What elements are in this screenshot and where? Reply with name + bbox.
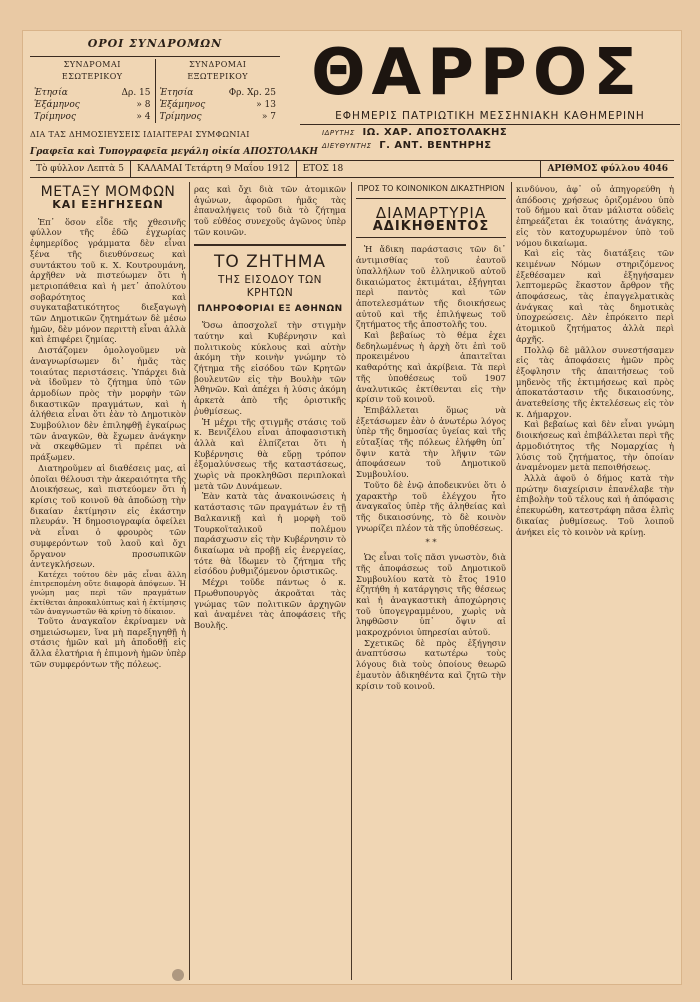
article-column-3 bbox=[356, 184, 506, 979]
article-column-2 bbox=[194, 184, 346, 979]
domestic-rates-head: ΣΥΝΔΡΟΜΑΙ ΕΣΩΤΕΡΙΚΟΥ bbox=[61, 60, 123, 81]
article-column-4 bbox=[516, 184, 674, 979]
article-paragraph: Ἀλλὰ ἀφοῦ ὁ δήμος κατὰ τὴν πρώτην διαχείρισιν ἐπανέλαβε τὴν ἐπιβολὴν τοῦ τέλους καὶ ἡ ἀπόφασις ἐπεκυρώθη, κατεστράφη πᾶσα ἐλπὶς δικαίας ῥυθμίσεως. Τοῦ λοιποῦ ἀνήκει εἰς τὸ κοινὸν νὰ κρίνῃ. bbox=[516, 472, 674, 537]
article-paragraph: Καὶ βεβαίως καὶ δὲν εἶναι γνώμη διοικήσεως καὶ ἐπιβάλλεται περὶ τῆς ἀρμοδιότητος τῆς Νομαρχίας ἡ λύσις τοῦ ζητήματος, τὴν ὁποίαν ἀναμένομεν μετὰ πεποιθήσεως. bbox=[516, 419, 674, 473]
article-paragraph: Ἡ μέχρι τῆς στιγμῆς στάσις τοῦ κ. Βενιζέλου εἶναι ἀποφασιστικὴ ἀλλὰ καὶ ἐλπίζεται ὅτι ἡ Κυβέρνησις θὰ εὕρῃ τρόπον ἐξομαλύνσεως τῆς καταστάσεως, χωρὶς νὰ προκληθῶσι περιπλοκαὶ μετὰ τῶν Δυνάμεων. bbox=[194, 416, 346, 491]
section-divider: * * bbox=[425, 537, 437, 548]
article-paragraph: Ὅσω ἀποσχολεῖ τὴν στιγμὴν ταύτην καὶ Κυβέρνησιν καὶ πολιτικοὺς κύκλους καὶ αὐτὴν ἀκόμη τὴν κοινὴν γνώμην τὸ ζήτημα τῆς εἰσόδου τῶν Κρητῶν βουλευτῶν εἰς τὴν Βουλὴν τῶν Ἀθηνῶν. Καὶ ἀπέχει ἡ λύσις ἀκόμη ἀρκετὰ ἀπὸ τῆς ὁριστικῆς ῥυθμίσεως. bbox=[194, 320, 346, 416]
article-paragraph: Σχετικῶς δὲ πρὸς ἐξήγησιν ἀναπτύσσω κατωτέρω τοὺς λόγους διὰ τοὺς ὁποίους θεωρῶ ἐμαυτὸν ἀδικηθέντα καὶ ζητῶ τὴν κρίσιν τοῦ κοινοῦ. bbox=[356, 637, 506, 691]
dateline bbox=[30, 160, 674, 178]
newspaper-subtitle: ΕΦΗΜΕΡΙΣ ΠΑΤΡΙΩΤΙΚΗ ΜΕΣΣΗΝΙΑΚΗ ΚΑΘΗΜΕΡΙΝΗ bbox=[300, 110, 680, 125]
article-paragraph: Τοῦτο ἀναγκαῖον ἐκρίναμεν νὰ σημειώσωμεν, ἵνα μὴ παρεξηγηθῇ ἡ στάσις ἡμῶν καὶ μὴ ἀποδοθῇ εἰς ἄλλα ἐλατήρια ἡ ἐπιμονὴ ἡμῶν ὑπὲρ τῶν συμφερόντων τῆς πόλεως. bbox=[30, 615, 186, 669]
article-headline: ΔΙΑΜΑΡΤΥΡΙΑ bbox=[375, 203, 487, 222]
terms-title: ΟΡΟΙ ΣΥΝΔΡΟΜΩΝ bbox=[87, 37, 223, 50]
article-subheadline: ΑΔΙΚΗΘΕΝΤΟΣ bbox=[356, 222, 506, 239]
article-paragraph: Καὶ βεβαίως τὸ θέμα ἐχει δεδηλωμένως ἡ ἀρχὴ ὅτι ἐπὶ τοῦ προκειμένου ἀπαιτεῖται καθαρότης καὶ ἀκρίβεια. Τὰ περὶ τῆς ὑποθέσεως τοῦ 1907 ἀναλυτικῶς ἐκτίθενται εἰς τὴν κρίσιν τοῦ κοινοῦ. bbox=[356, 330, 506, 405]
newspaper-page bbox=[22, 30, 682, 985]
ink-spot bbox=[172, 969, 184, 981]
article-continuation: κινδύνου, ἀφ᾽ οὗ ἀπηγορεύθη ἡ ἀπόδοσις χρήσεως ὁριζομένου ὑπὸ τοῦ δήμου καὶ ὅταν μάλιστα οὐδεὶς ἐπηρεάζεται ἐκ τοιαύτης ἀνάγκης, εἰς τὸν κατοχυρωμένον ὑπὸ τοῦ νόμου δικαίωμα. bbox=[516, 184, 674, 248]
article-paragraph: Τοῦτο δὲ ἐνῷ ἀποδεικνύει ὅτι ὁ χαρακτὴρ τοῦ ἐλέγχου ἦτο ἀναγκαῖος ὑπὲρ τῆς ἀληθείας καὶ τῆς δικαιοσύνης, τὸ δὲ κοινὸν γνωρίζει πλέον τὰ τῆς ὑποθέσεως. bbox=[356, 479, 506, 533]
article-paragraph: Ἐὰν κατὰ τὰς ἀνακοινώσεις ἡ κατάστασις τῶν πραγμάτων ἐν τῇ Βαλκανικῇ καὶ ἡ μορφὴ τοῦ Τουρκοϊταλικοῦ πολέμου παράσχωσιν εἰς τὴν Κυβέρνησιν τὸ δικαίωμα νὰ προβῇ εἰς ἐνεργείας, τότε θὰ ἴδωμεν τὸ ζήτημα τῆς εἰσόδου ῥυθμιζόμενον ὁριστικῶς. bbox=[194, 491, 346, 577]
founder-label: ΙΔΡΥΤΗΣ bbox=[322, 129, 355, 137]
rate-row: Τρίμηνος » 7 bbox=[159, 112, 276, 122]
article-paragraph: Καὶ εἰς τὰς διατάξεις τῶν κειμένων Νόμων στηριζόμενος ἐξεθέσαμεν καὶ ἐξηγήσαμεν λεπτομερῶς ἕκαστον ἄρθρον τῆς ἀποφάσεως, τὰς ἐπαγγελματικὰς ἀνάγκας καὶ τὰς δημοτικὰς ὑποχρεώσεις. Δὲν ἐπρόκειτο περὶ ἀτομικοῦ ζητήματος ἀλλὰ περὶ ἀρχῆς. bbox=[516, 248, 674, 344]
article-paragraph: Κατέχει τούτου δὲν μᾶς εἶναι ἄλλη ἐπιτρεπομένη οὔτε διαφορὰ ἀπόψεων. Ἡ γνώμη μας περὶ τῶν πραγμάτων ἐκτίθεται ἀπροκαλύπτως καὶ ἡ ἐκτίμησις τῶν ἀναγνωστῶν θὰ κρίνῃ τὸ δίκαιον. bbox=[30, 569, 186, 616]
rate-row: Ἐτησία Δρ. 15 bbox=[34, 88, 151, 98]
issue-price: Τὸ φύλλον Λεπτὰ 5 bbox=[36, 164, 124, 174]
director-name: Γ. ΑΝΤ. ΒΕΝΤΗΡΗΣ bbox=[379, 140, 492, 151]
article-subheadline: ΚΑΙ ΕΞΗΓΗΣΕΩΝ bbox=[52, 198, 164, 211]
article-paragraph: Ἡ ἄδικη παράστασις τῶν δι᾽ ἀντιμισθίας τοῦ ἐαυτοῦ ὑπαλλήλων τοῦ ἐλληνικοῦ αὐτοῦ δικαιώματος ἐκτιμάται, ἐξήγηται περὶ παντὸς καὶ τῶν ἀποτελεσμάτων τῆς διοικήσεως αὐτοῦ καὶ τῆς ἐπιλήψεως τοῦ ζητήματος τῆς ἀποστολῆς του. bbox=[356, 244, 506, 330]
director-line bbox=[322, 140, 682, 151]
article-kicker: ΠΡΟΣ ΤΟ ΚΟΙΝΟΝΙΚΟΝ ΔΙΚΑΣΤΗΡΙΟΝ bbox=[356, 184, 506, 199]
article-continuation: ρας καὶ ὄχι διὰ τῶν ἀτομικῶν ἀγώνων, ἀφορῶσι ἡμᾶς τὰς ἐπαναλήψεις τοῦ διὰ τὸ ζήτημα τοῦ εὐθέος συνεχοῦς ἀγῶνος ὑπὲρ τῶν κοινῶν. bbox=[194, 184, 346, 237]
printing-note: Γραφεῖα καὶ Τυπογραφεῖα μεγάλη οἰκία ΑΠΟΣΤΟΛΑΚΗ bbox=[30, 147, 318, 157]
article-paragraph: Ἐπιβάλλεται ὅμως νὰ ἐξετάσωμεν ἐὰν ὁ ἀνωτέρω λόγος ὑπὲρ τῆς δημοσίας ὑγείας καὶ τῆς εὐταξίας τῆς πόλεως ἐλήφθη ὑπ᾽ ὄψιν κατὰ τὴν λῆψιν τῶν ἀποφάσεων τοῦ Δημοτικοῦ Συμβουλίου. bbox=[356, 404, 506, 480]
column-rule bbox=[351, 182, 352, 980]
article-paragraph: Ἐπ᾽ ὅσον εἶδε τῆς χθεσινῆς φύλλον τῆς ἐδῶ ἐγχωρίας ἐφημερίδος γράμματα δὲν εἶναι ξένα τῆς διευθύνσεως καὶ συντάκτου τοῦ κ. Χ. Κουτρουμάνη, ἀρχῆθεν νὰ πιστεύωμεν ὅτι ἡ μετριοπάθεια καὶ ἡ μετ᾽ ἀπολύτου σοβαρότητος καὶ συγκαταβατικότητος διεξαγωγὴ τῶν Δημοτικῶν ζητημάτων δὲ μέσω ἡμῶν, δὲν μόνον περιττὴ εἶναι ἀλλὰ καὶ ἐπιφέρει ζημίας. bbox=[30, 216, 186, 345]
rate-row: Τρίμηνος » 4 bbox=[34, 112, 151, 122]
article-headline: ΜΕΤΑΞΥ ΜΟΜΦΩΝ bbox=[40, 184, 176, 200]
foreign-rates-head: ΣΥΝΔΡΟΜΑΙ ΕΞΩΤΕΡΙΚΟΥ bbox=[187, 60, 249, 81]
article-paragraph: Πολλῷ δὲ μᾶλλον συνεστήσαμεν εἰς τὰς ἀποφάσεις ἡμῶν πρὸς ἐξοφλησιν τῆς ἀπαιτήσεως τοῦ μηδενὸς τῆς ἐκτιμήσεως καὶ πρὸς ἀποκατάστασιν τῆς δικαιοσύνης, ἀνατεθείσης τῆς ἐκτελέσεως εἰς τὸν κ. Δήμαρχον. bbox=[516, 344, 674, 419]
article-kicker: ΠΛΗΡΟΦΟΡΙΑΙ ΕΞ ΑΘΗΝΩΝ bbox=[197, 303, 343, 314]
rate-row: Ἐτησία Φρ. Χρ. 25 bbox=[159, 88, 276, 98]
domestic-rates bbox=[30, 59, 155, 123]
article-paragraph: Διστάζομεν ὁμολογοῦμεν νὰ ἀναγνωρίσωμεν δι᾽ ἡμᾶς τὰς τοιαύτας περιστάσεις. Ὑπάρχει διὰ νὰ ἰδοῦμεν τὸ ζήτημα ὑπὸ τῶν ἀρμοδίων πρὸς τὴν μορφὴν τῶν δικαστικῶν πραγμάτων, καὶ ἡ ἀλήθεια εἶναι ὅτι ἐὰν τὸ Δημοτικὸν Συμβούλιον δὲν ἐπιληφθῇ ἐγκαίρως τῶν ἀναγκῶν, θὰ ἔχωμεν ἀνάγκην νὰ σκεφθῶμεν τὶ πρέπει νὰ πράξωμεν. bbox=[30, 345, 186, 463]
issue-number: ΑΡΙΘΜΟΣ φύλλου 4046 bbox=[540, 161, 674, 177]
founder-name: ΙΩ. ΧΑΡ. ΑΠΟΣΤΟΛΑΚΗΣ bbox=[362, 127, 508, 138]
founder-line bbox=[322, 127, 682, 138]
article-paragraph: Διατηροῦμεν αἱ διαθέσεις μας, αἱ ὁποῖαι θέλουσι τὴν ἀκεραιότητα τῆς Διοικήσεως, καὶ πιστεύομεν ὅτι ἡ κρίσις τοῦ κοινοῦ θὰ ἀποδώσῃ τὴν δικαίαν ἐκτίμησιν εἰς ἑκάστην πλευράν. Ἡ δημοσιογραφία ὀφείλει νὰ εἶναι ὁ φρουρὸς τῶν συμφερόντων τοῦ λαοῦ καὶ ὄχι ὄργανον προσωπικῶν ἀντεγκλήσεων. bbox=[30, 462, 186, 570]
article-subheadline: ΤΗΣ ΕΙΣΟΔΟΥ ΤΩΝ ΚΡΗΤΩΝ bbox=[218, 273, 322, 299]
rate-row: Ἑξάμηνος » 8 bbox=[34, 100, 151, 110]
subscription-terms bbox=[30, 37, 318, 158]
place-date: ΚΑΛΑΜΑΙ Τετάρτη 9 Μαΐου 1912 bbox=[130, 161, 296, 177]
article-headline: ΤΟ ΖΗΤΗΜΑ bbox=[194, 244, 346, 272]
terms-columns bbox=[30, 56, 280, 123]
article-paragraph: Ὡς εἶναι τοῖς πᾶσι γνωστὸν, διὰ τῆς ἀποφάσεως τοῦ Δημοτικοῦ Συμβουλίου κατὰ τὸ ἔτος 1910 ἐζητήθη ἡ κατάργησις τῆς θέσεως καὶ ἡ ἀναγκαστικὴ ἀποχώρησις τοῦ ὑπογεγραμμένου, χωρὶς νὰ ληφθῶσιν ὑπ᾽ ὄψιν αἱ μακροχρόνιοι ὑπηρεσίαι αὐτοῦ. bbox=[356, 552, 506, 638]
ads-note: ΔΙΑ ΤΑΣ ΔΗΜΟΣΙΕΥΣΕΙΣ ΙΔΙΑΙΤΕΡΑΙ ΣΥΜΦΩΝΙΑΙ bbox=[30, 130, 250, 139]
director-label: ΔΙΕΥΘΥΝΤΗΣ bbox=[322, 142, 372, 150]
foreign-rates bbox=[155, 59, 281, 123]
newspaper-title: ΘΑΡΡΟΣ bbox=[311, 36, 643, 110]
column-rule bbox=[189, 182, 190, 980]
rate-row: Ἑξάμηνος » 13 bbox=[159, 100, 276, 110]
year-number: ΕΤΟΣ 18 bbox=[296, 161, 350, 177]
article-column-1 bbox=[30, 184, 186, 979]
column-rule bbox=[511, 182, 512, 980]
article-paragraph: Μέχρι τοῦδε πάντως ὁ κ. Πρωθυπουργὸς ἀκροᾶται τὰς γνώμας τῶν πολιτικῶν ἀρχηγῶν καὶ ἀναμένει τὰς ἀποφάσεις τῆς Βουλῆς. bbox=[194, 577, 346, 630]
